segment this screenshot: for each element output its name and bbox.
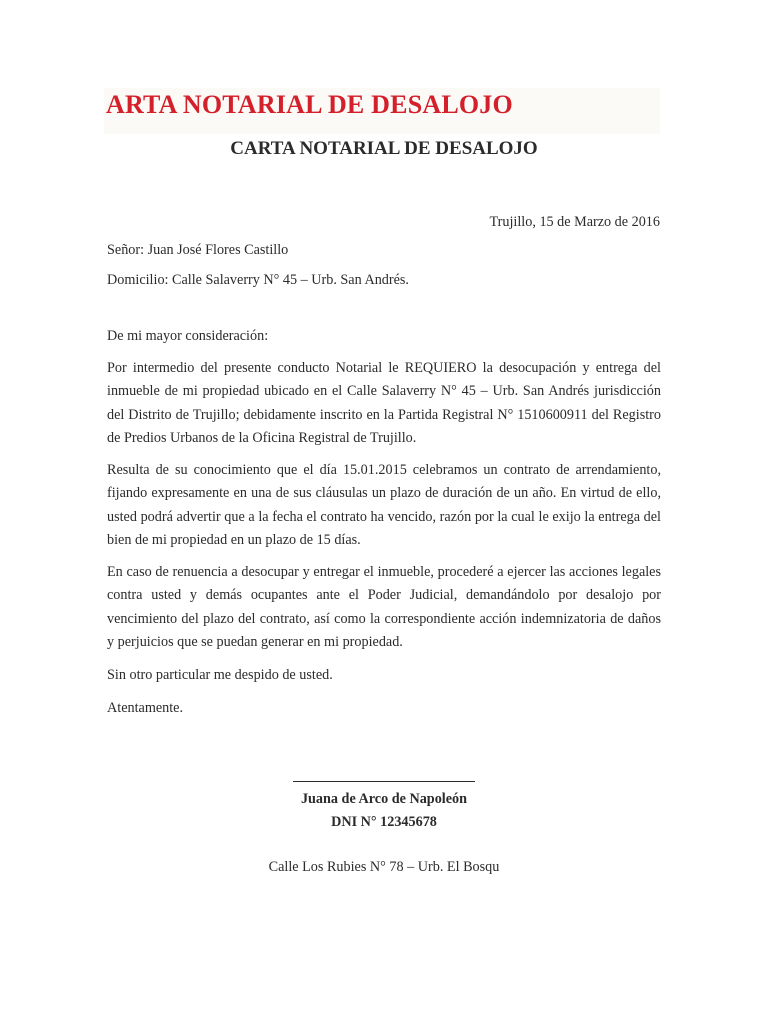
- banner-title: ARTA NOTARIAL DE DESALOJO: [106, 90, 513, 119]
- document-title: CARTA NOTARIAL DE DESALOJO: [230, 138, 538, 159]
- recipient-address: Domicilio: Calle Salaverry N° 45 – Urb. San Andrés.: [107, 272, 409, 288]
- signature-line: [293, 781, 475, 782]
- closing: Atentamente.: [107, 700, 184, 716]
- closing-line: Sin otro particular me despido de usted.: [107, 667, 333, 683]
- signer-address: Calle Los Rubies N° 78 – Urb. El Bosqu: [268, 859, 500, 875]
- letter-date: Trujillo, 15 de Marzo de 2016: [489, 214, 660, 230]
- body-paragraph-2: Resulta de su conocimiento que el día 15.01.2015 celebramos un contrato de arrendamiento, fijando expresamente en una de sus cláusulas un plazo de duración de un año. En virtud de ello, usted podrá advertir que a la fecha el contrato ha vencido, razón por la cual le exijo la entrega del bien de mi propiedad en un plazo de 15 días.: [107, 462, 661, 548]
- recipient-line: Señor: Juan José Flores Castillo: [107, 242, 289, 258]
- signer-id: DNI N° 12345678: [331, 814, 437, 830]
- body-paragraph-1: Por intermedio del presente conducto Notarial le REQUIERO la desocupación y entrega del inmueble de mi propiedad ubicado en el Calle Salaverry N° 45 – Urb. San Andrés jurisdicción del Distrito de Trujillo; debidamente inscrito en la Partida Registral N° 1510600911 del Registro de Predios Urbanos de la Oficina Registral de Trujillo.: [107, 360, 661, 446]
- signer-name: Juana de Arco de Napoleón: [300, 791, 468, 807]
- salutation: De mi mayor consideración:: [107, 328, 269, 344]
- body-paragraph-3: En caso de renuencia a desocupar y entregar el inmueble, procederé a ejercer las acciones legales contra usted y demás ocupantes ante el Poder Judicial, demandándolo por desalojo por vencimiento del plazo del contrato, así como la correspondiente acción indemnizatoria de daños y perjuicios que se puedan generar en mi propiedad.: [107, 564, 661, 650]
